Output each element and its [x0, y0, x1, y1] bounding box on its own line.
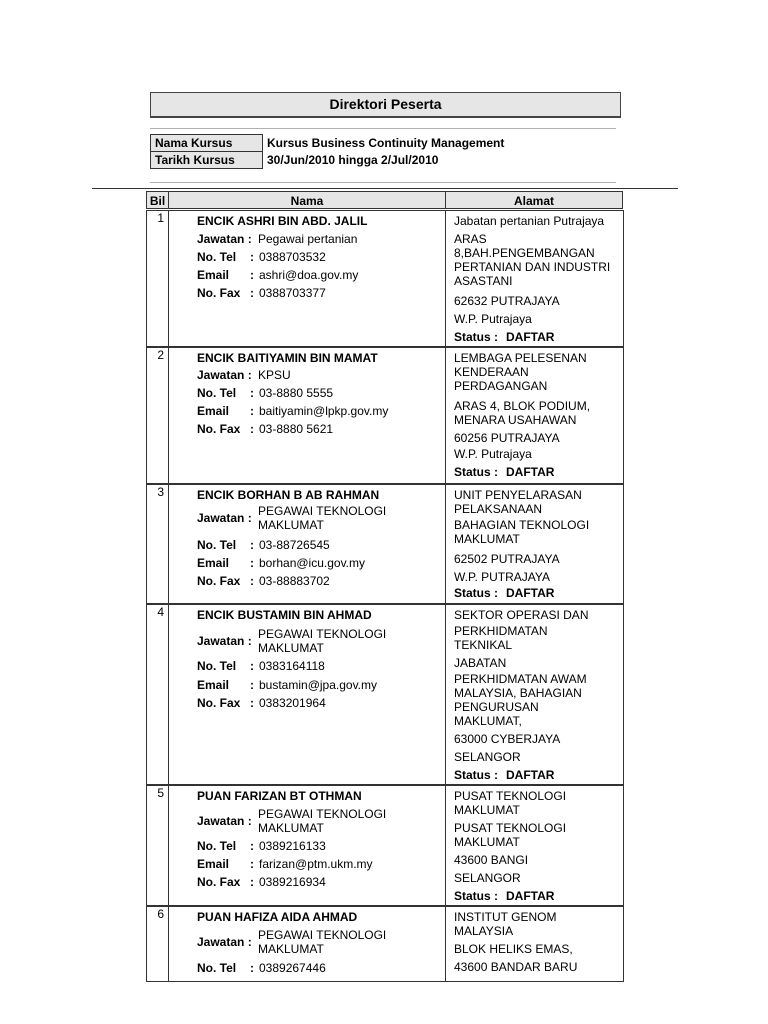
- tel-value: 0388703532: [259, 250, 326, 264]
- bil-cell: 6: [146, 906, 169, 982]
- tel-label: No. Tel: [197, 659, 237, 673]
- colon: :: [250, 268, 254, 282]
- tel-value: 03-88726545: [259, 538, 330, 552]
- status-badge: DAFTAR: [506, 586, 555, 600]
- email-value[interactable]: borhan@icu.gov.my: [259, 556, 366, 570]
- colon: :: [250, 556, 254, 570]
- address-line: 43600 BANDAR BARU: [454, 960, 578, 974]
- participant-name: ENCIK BUSTAMIN BIN AHMAD: [197, 608, 372, 622]
- address-line: 43600 BANGI: [454, 853, 529, 867]
- address-line: ARAS: [454, 232, 487, 246]
- address-line: PENGURUSAN: [454, 700, 539, 714]
- address-line: PERKHIDMATAN: [454, 624, 548, 638]
- colon: :: [250, 696, 254, 710]
- address-line: PELAKSANAAN: [454, 502, 543, 516]
- address-line: TEKNIKAL: [454, 638, 513, 652]
- address-line: LEMBAGA PELESENAN: [454, 351, 587, 365]
- email-value[interactable]: baitiyamin@lpkp.gov.my: [259, 404, 389, 418]
- address-line: PERKHIDMATAN AWAM: [454, 672, 587, 686]
- participant-record: [146, 210, 624, 347]
- status-label: Status :: [454, 768, 499, 782]
- fax-value: 03-8880 5621: [259, 422, 334, 436]
- jawatan-label: Jawatan :: [197, 634, 252, 648]
- address-line: INSTITUT GENOM: [454, 910, 557, 924]
- jawatan-value: MAKLUMAT: [258, 641, 324, 655]
- address-line: W.P. Putrajaya: [454, 447, 532, 461]
- divider: [92, 188, 678, 189]
- tel-label: No. Tel: [197, 386, 237, 400]
- email-label: Email: [197, 268, 230, 282]
- jawatan-value: PEGAWAI TEKNOLOGI: [258, 807, 387, 821]
- jawatan-value: PEGAWAI TEKNOLOGI: [258, 504, 387, 518]
- participant-record: [146, 347, 624, 484]
- jawatan-label: Jawatan :: [197, 232, 252, 246]
- fax-label: No. Fax: [197, 286, 241, 300]
- jawatan-value: MAKLUMAT: [258, 821, 324, 835]
- participant-name: ENCIK BAITIYAMIN BIN MAMAT: [197, 351, 378, 365]
- address-line: UNIT PENYELARASAN: [454, 488, 582, 502]
- fax-label: No. Fax: [197, 875, 241, 889]
- address-line: W.P. Putrajaya: [454, 312, 532, 326]
- jawatan-value: PEGAWAI TEKNOLOGI: [258, 928, 387, 942]
- address-line: PERDAGANGAN: [454, 379, 548, 393]
- address-line: MENARA USAHAWAN: [454, 413, 577, 427]
- address-line: SELANGOR: [454, 750, 521, 764]
- status-badge: DAFTAR: [506, 465, 555, 479]
- address-line: MAKLUMAT: [454, 532, 520, 546]
- tel-label: No. Tel: [197, 961, 237, 975]
- email-value[interactable]: ashri@doa.gov.my: [259, 268, 359, 282]
- course-info-table: [150, 134, 631, 169]
- status-badge: DAFTAR: [506, 889, 555, 903]
- address-line: PERTANIAN DAN INDUSTRI: [454, 260, 611, 274]
- divider: [150, 128, 616, 129]
- address-line: SELANGOR: [454, 871, 521, 885]
- fax-value: 0388703377: [259, 286, 326, 300]
- jawatan-label: Jawatan :: [197, 368, 252, 382]
- colon: :: [250, 839, 254, 853]
- tel-value: 0383164118: [259, 659, 325, 673]
- address-line: PUSAT TEKNOLOGI: [454, 821, 567, 835]
- address-line: 62632 PUTRAJAYA: [454, 294, 560, 308]
- fax-label: No. Fax: [197, 422, 241, 436]
- address-line: ASASTANI: [454, 274, 513, 288]
- address-line: 8,BAH.PENGEMBANGAN: [454, 246, 595, 260]
- colon: :: [250, 404, 254, 418]
- status-badge: DAFTAR: [506, 768, 555, 782]
- colon: :: [250, 857, 254, 871]
- participant-name: ENCIK ASHRI BIN ABD. JALIL: [197, 214, 368, 228]
- tel-value: 03-8880 5555: [259, 386, 334, 400]
- jawatan-value: MAKLUMAT: [258, 942, 324, 956]
- address-line: MALAYSIA, BAHAGIAN: [454, 686, 582, 700]
- address-line: ARAS 4, BLOK PODIUM,: [454, 399, 591, 413]
- address-line: 63000 CYBERJAYA: [454, 732, 561, 746]
- jawatan-label: Jawatan :: [197, 511, 252, 525]
- participant-record: [146, 785, 624, 906]
- status-label: Status :: [454, 586, 499, 600]
- address-line: BAHAGIAN TEKNOLOGI: [454, 518, 590, 532]
- address-line: Jabatan pertanian Putrajaya: [454, 214, 605, 228]
- colon: :: [250, 538, 254, 552]
- bil-cell: 4: [146, 604, 169, 785]
- colon: :: [250, 574, 254, 588]
- email-label: Email: [197, 556, 230, 570]
- header-alamat: Alamat: [445, 191, 623, 209]
- status-label: Status :: [454, 465, 499, 479]
- colon: :: [250, 659, 254, 673]
- email-label: Email: [197, 404, 230, 418]
- participant-name: PUAN FARIZAN BT OTHMAN: [197, 789, 362, 803]
- tel-label: No. Tel: [197, 538, 237, 552]
- jawatan-label: Jawatan :: [197, 935, 252, 949]
- participant-record: [146, 906, 624, 982]
- address-line: MAKLUMAT,: [454, 714, 522, 728]
- colon: :: [250, 250, 254, 264]
- address-line: 60256 PUTRAJAYA: [454, 431, 560, 445]
- jawatan-value: MAKLUMAT: [258, 518, 324, 532]
- participant-record: [146, 604, 624, 785]
- fax-label: No. Fax: [197, 574, 241, 588]
- bil-cell: 3: [146, 484, 169, 604]
- colon: :: [250, 961, 254, 975]
- participant-record: [146, 484, 624, 604]
- colon: :: [250, 422, 254, 436]
- status-label: Status :: [454, 889, 499, 903]
- address-line: MAKLUMAT: [454, 835, 520, 849]
- email-label: Email: [197, 678, 230, 692]
- tel-label: No. Tel: [197, 839, 237, 853]
- address-line: JABATAN: [454, 656, 507, 670]
- email-value[interactable]: farizan@ptm.ukm.my: [259, 857, 373, 871]
- jawatan-value: Pegawai pertanian: [258, 232, 358, 246]
- bil-cell: 1: [146, 210, 169, 347]
- participant-name: PUAN HAFIZA AIDA AHMAD: [197, 910, 358, 924]
- tel-label: No. Tel: [197, 250, 237, 264]
- address-line: SEKTOR OPERASI DAN: [454, 608, 589, 622]
- address-line: BLOK HELIKS EMAS,: [454, 942, 573, 956]
- jawatan-value: KPSU: [258, 368, 291, 382]
- course-date-label: Tarikh Kursus: [151, 152, 263, 169]
- address-line: MAKLUMAT: [454, 803, 520, 817]
- fax-value: 0389216934: [259, 875, 326, 889]
- header-bil: Bil: [146, 191, 169, 209]
- page-title: Direktori Peserta: [150, 92, 621, 118]
- email-label: Email: [197, 857, 230, 871]
- fax-value: 03-88883702: [259, 574, 330, 588]
- course-name-label: Nama Kursus: [151, 135, 263, 152]
- jawatan-value: PEGAWAI TEKNOLOGI: [258, 627, 387, 641]
- tel-value: 0389216133: [259, 839, 326, 853]
- colon: :: [250, 286, 254, 300]
- status-label: Status :: [454, 330, 499, 344]
- tel-value: 0389267446: [259, 961, 326, 975]
- fax-label: No. Fax: [197, 696, 241, 710]
- header-nama: Nama: [168, 191, 446, 209]
- address-line: KENDERAAN: [454, 365, 529, 379]
- bil-cell: 5: [146, 785, 169, 906]
- bil-cell: 2: [146, 347, 169, 484]
- divider: [150, 182, 616, 183]
- colon: :: [250, 386, 254, 400]
- status-badge: DAFTAR: [506, 330, 555, 344]
- address-line: PUSAT TEKNOLOGI: [454, 789, 567, 803]
- colon: :: [250, 875, 254, 889]
- course-name-value: Kursus Business Continuity Management: [263, 135, 632, 152]
- address-line: 62502 PUTRAJAYA: [454, 552, 560, 566]
- address-line: MALAYSIA: [454, 924, 514, 938]
- course-date-value: 30/Jun/2010 hingga 2/Jul/2010: [263, 152, 632, 169]
- address-line: W.P. PUTRAJAYA: [454, 570, 551, 584]
- participant-name: ENCIK BORHAN B AB RAHMAN: [197, 488, 380, 502]
- jawatan-label: Jawatan :: [197, 814, 252, 828]
- fax-value: 0383201964: [259, 696, 326, 710]
- email-value[interactable]: bustamin@jpa.gov.my: [259, 678, 378, 692]
- colon: :: [250, 678, 254, 692]
